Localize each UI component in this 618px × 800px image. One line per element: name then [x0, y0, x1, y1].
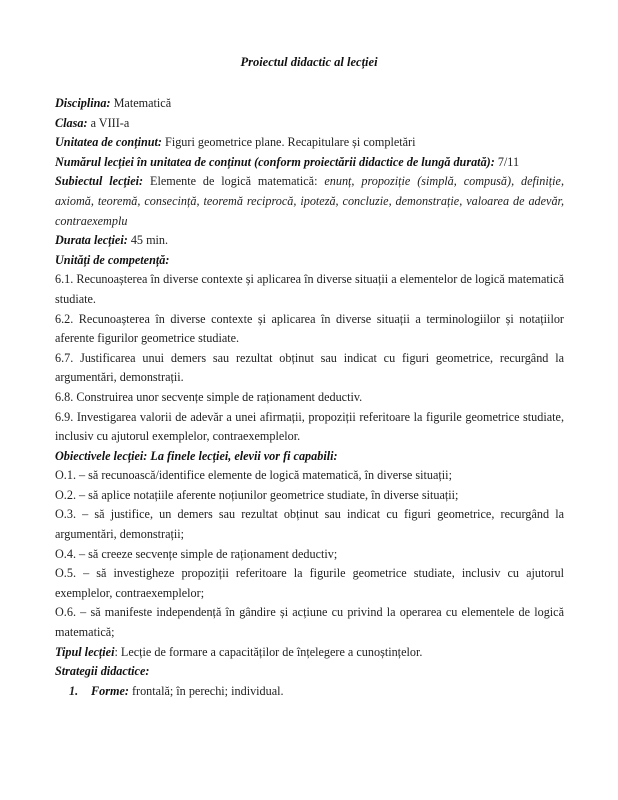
- document-title: Proiectul didactic al lecției: [240, 55, 378, 69]
- field-value: Matematică: [110, 96, 172, 110]
- obiectiv-item: O.6. – să manifeste independență în gândire și acțiune cu privind la operarea cu elementele de logică matematică;: [55, 605, 564, 640]
- field-label: Disciplina:: [55, 96, 111, 110]
- field-label: Numărul lecției în unitatea de conținut (conform proiectării didactice de lungă durată):: [55, 154, 495, 169]
- section-competente-heading: Unități de competență:: [55, 252, 170, 267]
- field-numarul: [55, 153, 564, 173]
- field-label: Tipul lecției: [55, 644, 115, 659]
- field-value: 45 min.: [127, 233, 169, 248]
- competenta-item: 6.8. Construirea unor secvențe simple de raționament deductiv.: [55, 389, 363, 404]
- field-value: Figuri geometrice plane. Recapitulare și completări: [162, 135, 416, 150]
- competente-list: [55, 270, 564, 446]
- section-obiective-heading: Obiectivele lecției: La finele lecției, elevii vor fi capabili:: [55, 448, 338, 463]
- competenta-item: 6.2. Recunoașterea în diverse contexte și aplicarea în diverse situații a terminologiilor și notațiilor aferente figurilor geometrice studiate.: [55, 311, 564, 346]
- field-label: Subiectul lecției:: [55, 174, 144, 189]
- field-clasa: [55, 114, 564, 134]
- strategie-item: [55, 682, 564, 702]
- field-subiectul: [55, 172, 564, 231]
- obiectiv-item: O.4. – să creeze secvențe simple de raționament deductiv;: [55, 546, 338, 561]
- field-disciplina: [55, 94, 564, 114]
- competenta-item: 6.9. Investigarea valorii de adevăr a unei afirmații, propoziții referitoare la figurile geometrice studiate, inclusiv cu ajutorul exemplelor, contraexemplelor.: [55, 409, 564, 444]
- obiectiv-item: O.5. – să investigheze propoziții referitoare la figurile geometrice studiate, inclusiv cu ajutorul exemplelor, contraexemplelor;: [55, 566, 564, 600]
- obiectiv-item: O.3. – să justifice, un demers sau rezultat obținut sau indicat cu figuri geometrice, recurgând la argumentări, demonstrații;: [55, 507, 564, 542]
- field-label: Unitatea de conținut:: [55, 135, 162, 150]
- competenta-item: 6.1. Recunoașterea în diverse contexte și aplicarea în diverse situații a elementelor de logică matematică studiate.: [55, 272, 564, 306]
- strategie-value: frontală; în perechi; individual.: [128, 683, 284, 698]
- competenta-item: 6.7. Justificarea unui demers sau rezultat obținut sau indicat cu figuri geometrice, recurgând la argumentări, demonstrații.: [55, 350, 564, 385]
- field-value: Elemente de logică matematică:: [143, 174, 325, 189]
- document-body: [55, 94, 564, 701]
- field-value: 7/11: [494, 154, 520, 169]
- obiectiv-item: O.1. – să recunoască/identifice elemente de logică matematică, în diverse situații;: [55, 468, 452, 483]
- field-value-italic: enunț, propoziție (simplă, compusă), definiție, axiomă, teoremă, consecință, teoremă reciprocă, ipoteză, concluzie, demonstrație, valoarea de adevăr, contraexemplu: [55, 174, 564, 228]
- field-durata: [55, 231, 564, 251]
- field-value: : Lecție de formare a capacităților de înțelegere a cunoștințelor.: [114, 644, 423, 659]
- field-label: Durata lecției:: [55, 233, 128, 248]
- field-unitatea: [55, 133, 564, 153]
- field-tipul: [55, 643, 564, 663]
- obiective-list: [55, 466, 564, 642]
- section-strategii-heading: Strategii didactice:: [55, 664, 150, 679]
- list-number: 1.: [69, 683, 79, 698]
- field-label: Clasa:: [55, 115, 88, 130]
- strategie-label: Forme:: [91, 683, 129, 698]
- obiectiv-item: O.2. – să aplice notațiile aferente noțiunilor geometrice studiate, în diverse situații;: [55, 487, 459, 502]
- field-value: a VIII-a: [87, 115, 130, 130]
